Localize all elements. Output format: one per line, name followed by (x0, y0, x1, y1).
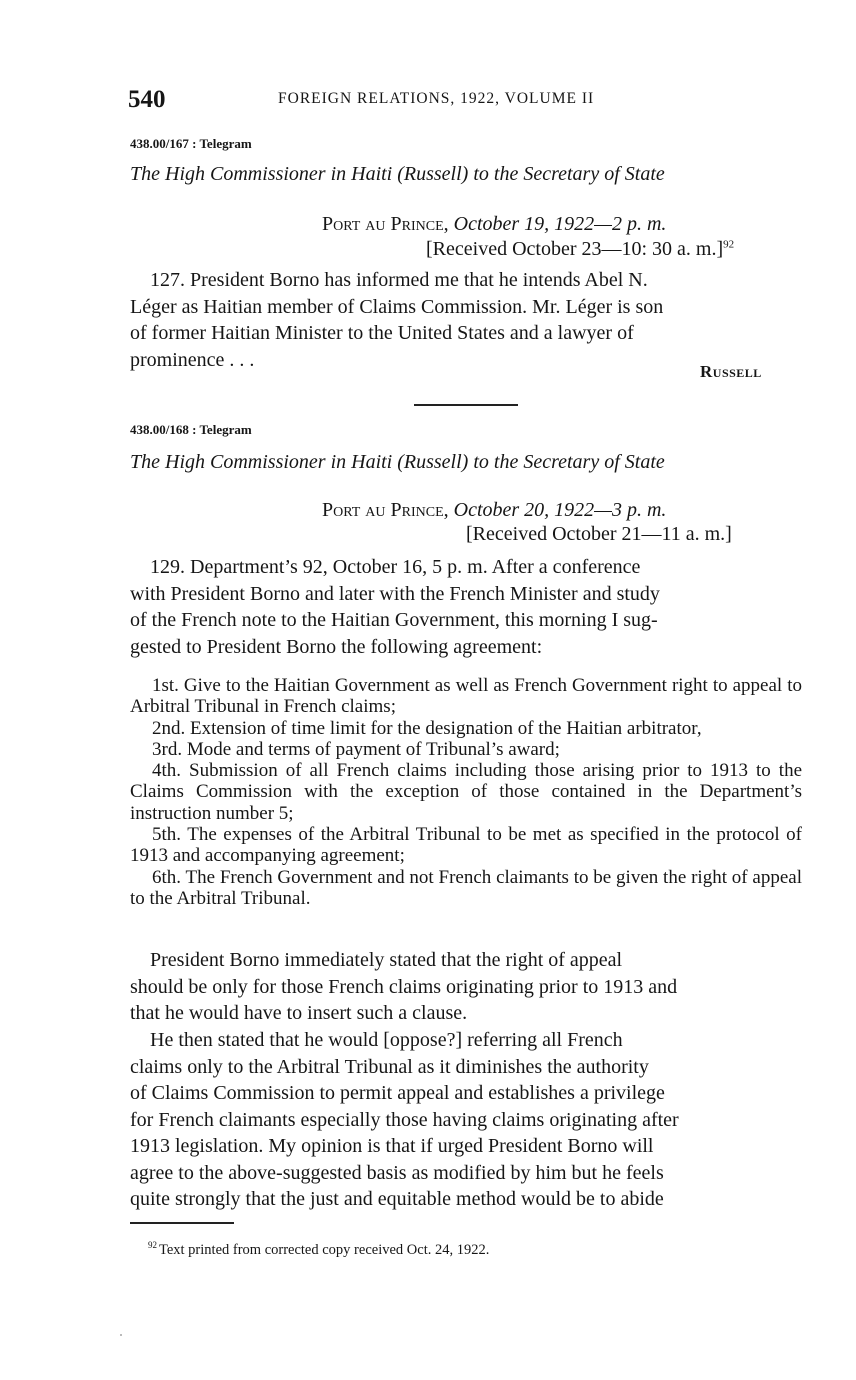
agreement-item: 1st. Give to the Haitian Government as well as French Government right to appeal to Arbitral Tribunal in French claims; (130, 675, 802, 718)
body-line: prominence . . . (130, 348, 255, 371)
document-title: The High Commissioner in Haiti (Russell) to the Secretary of State (130, 451, 665, 473)
body-line: with President Borno and later with the French Minister and study (130, 582, 660, 605)
footnote-mark: 92 (148, 1240, 157, 1250)
received-line (426, 238, 734, 261)
signature: Russell (700, 362, 762, 381)
agreement-item: 3rd. Mode and terms of payment of Tribunal’s award; (152, 738, 560, 760)
agreement-item: 4th. Submission of all French claims including those arising prior to 1913 to the Claims Commission with the exception of those contained in the Department’s instruction number 5; (130, 760, 802, 824)
body-line: 127. President Borno has informed me that he intends Abel N. (150, 269, 648, 291)
dateline-date: October 20, 1922—3 p. m. (453, 499, 667, 521)
agreement-item: 6th. The French Government and not French claimants to be given the right of appeal to the Arbitral Tribunal. (130, 866, 802, 909)
file-reference: 438.00/168 : Telegram (130, 422, 252, 437)
body-line: 129. Department’s 92, October 16, 5 p. m. After a conference (150, 556, 641, 578)
dateline (322, 499, 666, 522)
dateline-place: Port au Prince, (322, 213, 449, 235)
body-line: of the French note to the Haitian Government, this morning I sug- (130, 609, 658, 631)
dateline-date: October 19, 1922—2 p. m. (453, 213, 667, 235)
dateline (322, 213, 666, 236)
page-number: 540 (128, 86, 166, 113)
body-line: of Claims Commission to permit appeal and establishes a privilege (130, 1082, 665, 1104)
footnote-reference: 92 (723, 238, 735, 251)
file-reference: 438.00/167 : Telegram (130, 136, 252, 151)
received-text: [Received October 23—10: 30 a. m.] (426, 238, 724, 260)
paragraph (130, 947, 802, 1027)
body-line: should be only for those French claims originating prior to 1913 and (130, 975, 678, 998)
body-line: of former Haitian Minister to the United States and a lawyer of (130, 322, 634, 344)
body-line: Léger as Haitian member of Claims Commission. Mr. Léger is son (130, 295, 664, 318)
body-line: President Borno immediately stated that the right of appeal (150, 949, 623, 971)
page-header (128, 86, 802, 116)
received-line (466, 523, 732, 546)
body-line: for French claimants especially those having claims originating after (130, 1108, 679, 1131)
body-line: He then stated that he would [oppose?] referring all French (150, 1029, 623, 1051)
body-line: gested to President Borno the following agreement: (130, 635, 543, 658)
footnote-rule (130, 1222, 234, 1224)
scan-speck (120, 1334, 122, 1336)
running-head: FOREIGN RELATIONS, 1922, VOLUME II (278, 90, 595, 107)
body-line: that he would have to insert such a clause. (130, 1002, 468, 1024)
footnote-text: Text printed from corrected copy received Oct. 24, 1922. (159, 1241, 490, 1258)
body-line: quite strongly that the just and equitable method would be to abide (130, 1188, 664, 1210)
agreement-item: 5th. The expenses of the Arbitral Tribunal to be met as specified in the protocol of 1913 and accompanying agreement; (130, 824, 802, 867)
dateline-place: Port au Prince, (322, 499, 449, 521)
section-divider (414, 404, 518, 406)
footnote (148, 1240, 489, 1259)
document-title: The High Commissioner in Haiti (Russell) to the Secretary of State (130, 163, 665, 185)
agreement-list (130, 675, 802, 909)
paragraph (130, 1027, 802, 1213)
agreement-item: 2nd. Extension of time limit for the designation of the Haitian arbitrator, (152, 717, 702, 739)
received-text: [Received October 21—11 a. m.] (466, 523, 732, 545)
body-line: claims only to the Arbitral Tribunal as it diminishes the authority (130, 1055, 649, 1078)
body-line: agree to the above-suggested basis as modified by him but he feels (130, 1161, 664, 1184)
body-line: 1913 legislation. My opinion is that if urged President Borno will (130, 1135, 654, 1157)
telegram-body (130, 267, 802, 373)
telegram-intro (130, 554, 802, 660)
